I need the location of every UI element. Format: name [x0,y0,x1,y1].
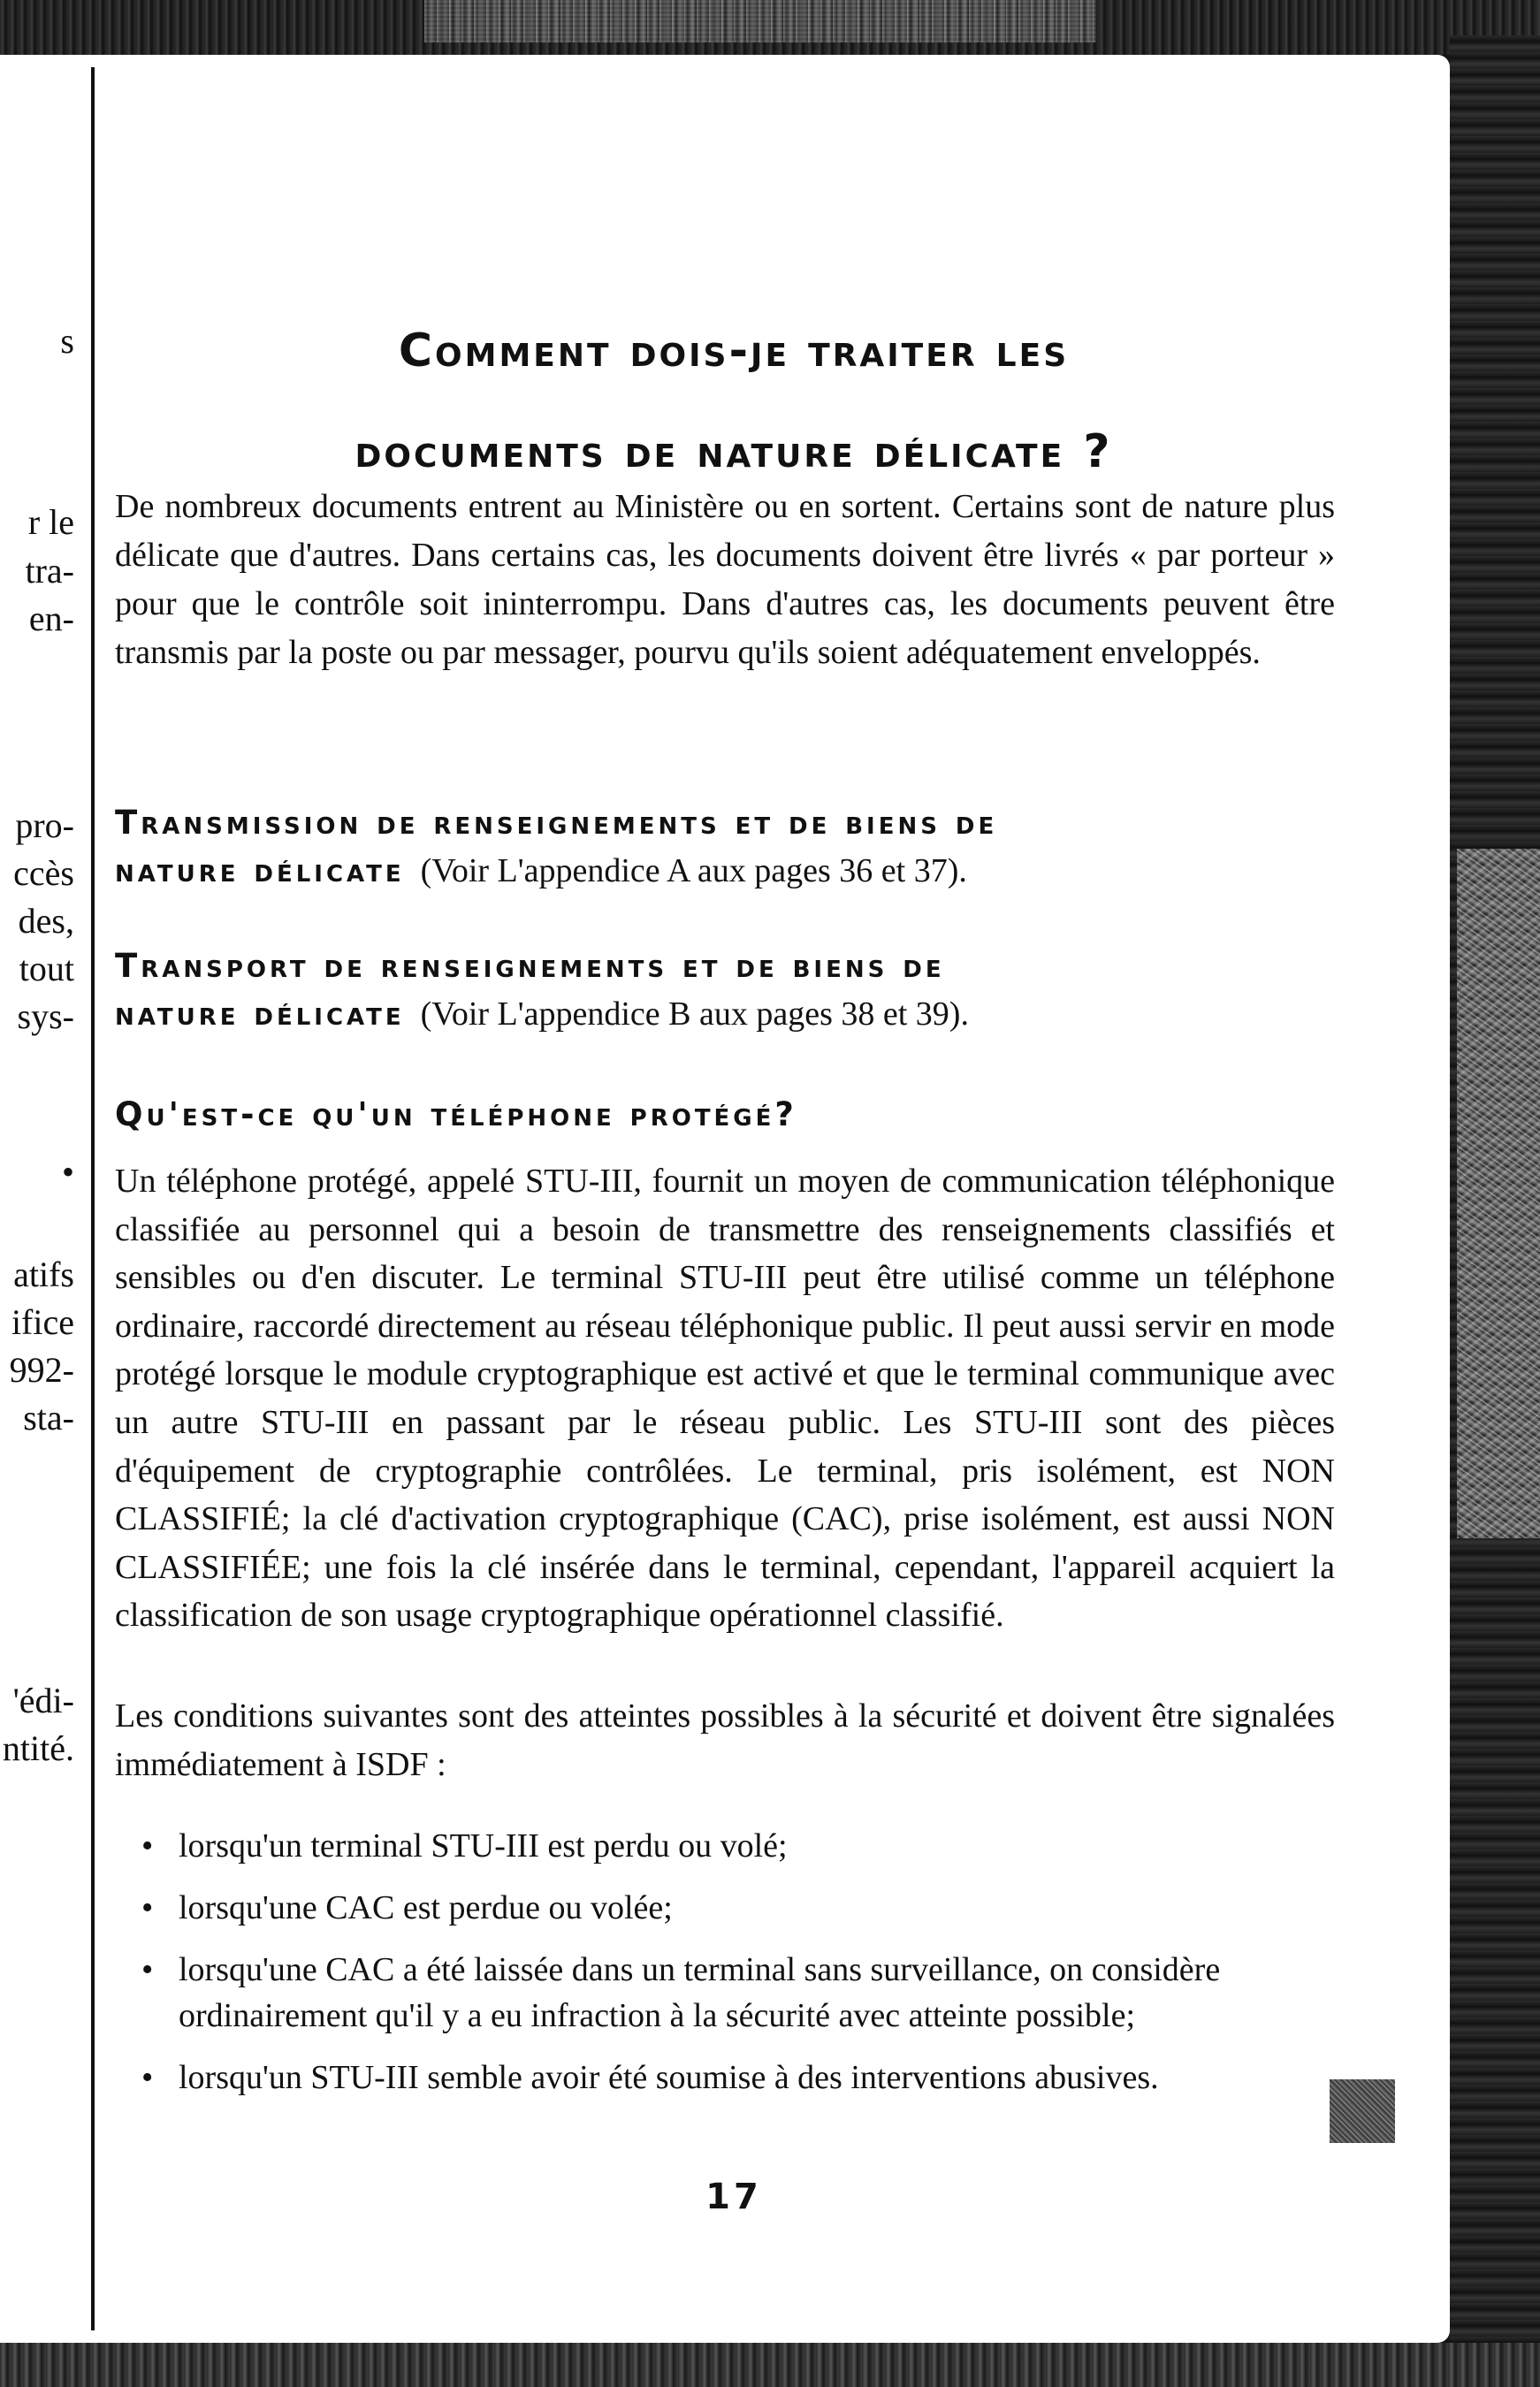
book-page [0,55,1450,2343]
fragment-text: tout [19,949,74,988]
page-title-line1: Comment dois-je traiter les [398,324,1070,377]
page-title-line2: documents de nature délicate ? [355,425,1113,478]
page-number: 17 [705,2177,762,2217]
fragment-text: pro- [15,805,74,845]
fragment-text: ntité. [2,1728,74,1768]
facing-page-fragment [0,55,80,2343]
heading-line2: nature délicate [115,995,405,1033]
list-item-text: lorsqu'un STU-III semble avoir été soumise à des interventions abusives. [179,2059,1159,2096]
list-item [141,1947,1335,2039]
fragment-text: s [60,321,74,361]
fragment-text: 992- [9,1350,74,1390]
list-item [141,1885,1335,1931]
fragment-text: atifs [13,1255,74,1294]
heading-line1: Transport de renseignements et de biens de [115,947,945,985]
list-item-text: lorsqu'une CAC est perdue ou volée; [179,1889,673,1926]
conditions-intro: Les conditions suivantes sont des atteintes possibles à la sécurité et doivent être signalées immédiatement à ISDF : [115,1697,1335,1783]
heading-line1: Transmission de renseignements et de biens de [115,804,998,842]
fragment-text: ccès [13,853,74,893]
list-item-text: lorsqu'une CAC a été laissée dans un terminal sans surveillance, on considère ordinairement qu'il y a eu infraction à la sécurité avec atteinte possible; [179,1951,1221,2034]
fragment-text: tra- [25,551,74,591]
section-heading-transmission [115,799,1353,895]
fragment-text: ifice [11,1302,74,1342]
intro-paragraph: De nombreux documents entrent au Ministère ou en sortent. Certains sont de nature plus délicate que d'autres. Dans certains cas, les documents doivent être livrés « par porteur » pour que le contrôle soit ininterrompu. Dans d'autres cas, les documents peuvent être transmis par la poste ou par messager, pourvu qu'ils soient adéquatement enveloppés. [115,488,1335,671]
heading-line2: nature délicate [115,851,405,889]
corner-mark-icon [1330,2079,1395,2143]
bullet-icon: • [141,1951,154,1988]
scan-edge-bottom [0,2343,1540,2387]
section-heading-transport [115,942,1353,1038]
section-heading-secure-phone: Qu'est-ce qu'un téléphone protégé? [115,1095,797,1133]
bullet-icon: • [141,1889,154,1926]
bullet-icon: • [141,1827,154,1865]
appendix-reference: (Voir L'appendice A aux pages 36 et 37). [420,852,967,889]
scan-noise-top [424,0,1096,42]
scan-noise-right [1457,849,1540,1538]
fragment-text: sys- [17,996,74,1036]
bullet-icon: • [141,2059,154,2096]
fragment-text: sta- [23,1398,74,1438]
margin-rule [91,67,95,2330]
secure-phone-paragraph: Un téléphone protégé, appelé STU-III, fournit un moyen de communication téléphonique classifiée au personnel qui a besoin de transmettre des renseignements classifiés et sensibles ou d'en discuter. Le terminal STU-III peut être utilisé comme un téléphone ordinaire, raccordé directement au réseau téléphonique public. Il peut aussi servir en mode protégé lorsque le module cryptographique est activé et que le terminal communique avec un autre STU-III en passant par le réseau public. Les STU-III sont des pièces d'équipement de cryptographie contrôlées. Le terminal, pris isolément, est NON CLASSIFIÉ; la clé d'activation cryptographique (CAC), prise isolément, est aussi NON CLASSIFIÉE; une fois la clé insérée dans le terminal, cependant, l'appareil acquiert la classification de son usage cryptographique opérationnel classifié. [115,1163,1335,1635]
list-item-text: lorsqu'un terminal STU-III est perdu ou volé; [179,1827,788,1865]
fragment-text: en- [28,599,74,638]
list-item [141,2055,1335,2101]
page-title [115,301,1353,502]
fragment-text: des, [18,901,74,941]
fragment-text: r le [27,502,74,542]
appendix-reference: (Voir L'appendice B aux pages 38 et 39). [420,995,969,1033]
list-item [141,1823,1335,1869]
fragment-text: 'édi- [12,1681,74,1720]
conditions-list [141,1823,1335,2101]
fragment-text: • [61,1152,74,1192]
